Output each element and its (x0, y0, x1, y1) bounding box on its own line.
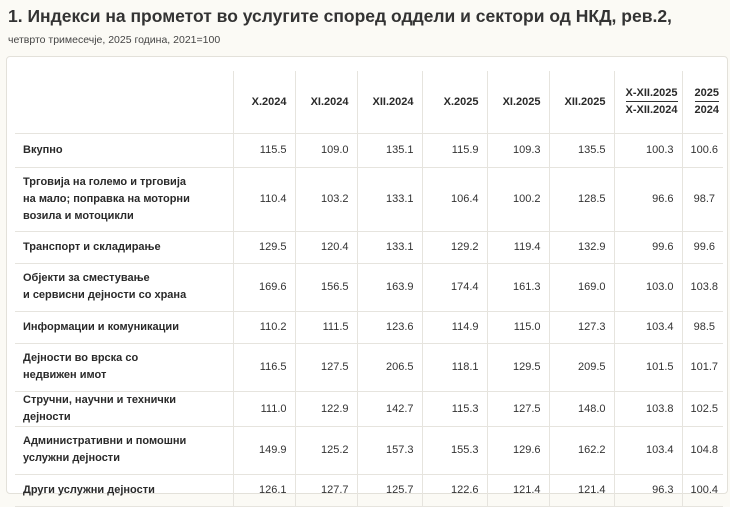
quarter-ratio-fraction (626, 86, 678, 117)
row-label: Дејности во врска со недвижен имот (15, 343, 233, 391)
quarter-ratio-denominator: X-XII.2024 (625, 104, 678, 117)
header-xii-2024: XII.2024 (357, 71, 422, 133)
table-row (15, 167, 723, 231)
value-cell: 148.0 (549, 391, 614, 426)
value-cell: 98.5 (682, 311, 723, 343)
table-row (15, 343, 723, 391)
value-cell: 209.5 (549, 343, 614, 391)
row-label: Стручни, научни и технички дејности (15, 391, 233, 426)
value-cell: 100.6 (682, 133, 723, 167)
table-row (15, 133, 723, 167)
value-cell: 96.6 (614, 167, 682, 231)
header-xi-2025: XI.2025 (487, 71, 549, 133)
value-cell: 169.0 (549, 263, 614, 311)
value-cell: 127.5 (295, 343, 357, 391)
header-xii-2025: XII.2025 (549, 71, 614, 133)
row-label: Други услужни дејности (15, 474, 233, 506)
value-cell: 99.6 (614, 231, 682, 263)
value-cell: 174.4 (422, 263, 487, 311)
value-cell: 122.6 (422, 474, 487, 506)
value-cell: 104.8 (682, 426, 723, 474)
year-ratio-numerator: 2025 (695, 86, 719, 102)
value-cell: 114.9 (422, 311, 487, 343)
row-label: Трговија на големо и трговија на мало; поправка на моторни возила и мотоцикли (15, 167, 233, 231)
value-cell: 129.6 (487, 426, 549, 474)
value-cell: 115.5 (233, 133, 295, 167)
value-cell: 122.9 (295, 391, 357, 426)
table-row (15, 263, 723, 311)
value-cell: 102.5 (682, 391, 723, 426)
value-cell: 127.3 (549, 311, 614, 343)
value-cell: 118.1 (422, 343, 487, 391)
year-ratio-denominator: 2024 (694, 104, 719, 117)
header-x-2025: X.2025 (422, 71, 487, 133)
value-cell: 115.0 (487, 311, 549, 343)
value-cell: 169.6 (233, 263, 295, 311)
value-cell: 116.5 (233, 343, 295, 391)
value-cell: 101.5 (614, 343, 682, 391)
value-cell: 98.7 (682, 167, 723, 231)
row-label: Транспорт и складирање (15, 231, 233, 263)
value-cell: 111.0 (233, 391, 295, 426)
value-cell: 106.4 (422, 167, 487, 231)
value-cell: 115.3 (422, 391, 487, 426)
header-xi-2024: XI.2024 (295, 71, 357, 133)
row-label: Вкупно (15, 133, 233, 167)
value-cell: 103.2 (295, 167, 357, 231)
value-cell: 135.5 (549, 133, 614, 167)
value-cell: 121.4 (487, 474, 549, 506)
value-cell: 129.5 (487, 343, 549, 391)
value-cell: 155.3 (422, 426, 487, 474)
table-row (15, 231, 723, 263)
value-cell: 99.6 (682, 231, 723, 263)
value-cell: 103.8 (614, 391, 682, 426)
header-x-2024: X.2024 (233, 71, 295, 133)
value-cell: 156.5 (295, 263, 357, 311)
header-year-ratio (682, 71, 723, 133)
table-row (15, 474, 723, 506)
table-body (15, 133, 723, 506)
table-header-row (15, 71, 723, 133)
quarter-ratio-numerator: X-XII.2025 (626, 86, 678, 102)
value-cell: 123.6 (357, 311, 422, 343)
table-card (6, 56, 728, 494)
table-row (15, 391, 723, 426)
value-cell: 206.5 (357, 343, 422, 391)
table-row (15, 311, 723, 343)
value-cell: 127.5 (487, 391, 549, 426)
value-cell: 129.2 (422, 231, 487, 263)
row-label: Објекти за сместување и сервисни дејности со храна (15, 263, 233, 311)
value-cell: 133.1 (357, 167, 422, 231)
value-cell: 103.4 (614, 426, 682, 474)
value-cell: 103.0 (614, 263, 682, 311)
value-cell: 100.4 (682, 474, 723, 506)
value-cell: 100.3 (614, 133, 682, 167)
value-cell: 110.4 (233, 167, 295, 231)
value-cell: 127.7 (295, 474, 357, 506)
value-cell: 163.9 (357, 263, 422, 311)
header-label-cell (15, 71, 233, 133)
row-label: Административни и помошни услужни дејности (15, 426, 233, 474)
page-title: 1. Индекси на прометот во услугите според оддели и сектори од НКД, рев.2, (8, 6, 672, 26)
value-cell: 110.2 (233, 311, 295, 343)
value-cell: 111.5 (295, 311, 357, 343)
value-cell: 126.1 (233, 474, 295, 506)
value-cell: 109.0 (295, 133, 357, 167)
value-cell: 132.9 (549, 231, 614, 263)
table-row (15, 426, 723, 474)
value-cell: 135.1 (357, 133, 422, 167)
value-cell: 129.5 (233, 231, 295, 263)
value-cell: 125.2 (295, 426, 357, 474)
value-cell: 100.2 (487, 167, 549, 231)
value-cell: 128.5 (549, 167, 614, 231)
year-ratio-fraction (695, 86, 719, 117)
value-cell: 101.7 (682, 343, 723, 391)
index-table (15, 71, 723, 507)
value-cell: 162.2 (549, 426, 614, 474)
value-cell: 161.3 (487, 263, 549, 311)
value-cell: 121.4 (549, 474, 614, 506)
value-cell: 149.9 (233, 426, 295, 474)
value-cell: 142.7 (357, 391, 422, 426)
value-cell: 119.4 (487, 231, 549, 263)
header-quarter-ratio (614, 71, 682, 133)
value-cell: 115.9 (422, 133, 487, 167)
value-cell: 125.7 (357, 474, 422, 506)
value-cell: 103.8 (682, 263, 723, 311)
row-label: Информации и комуникации (15, 311, 233, 343)
value-cell: 133.1 (357, 231, 422, 263)
value-cell: 103.4 (614, 311, 682, 343)
value-cell: 109.3 (487, 133, 549, 167)
value-cell: 157.3 (357, 426, 422, 474)
value-cell: 96.3 (614, 474, 682, 506)
value-cell: 120.4 (295, 231, 357, 263)
page-subtitle: четврто тримесечје, 2025 година, 2021=100 (8, 34, 221, 46)
